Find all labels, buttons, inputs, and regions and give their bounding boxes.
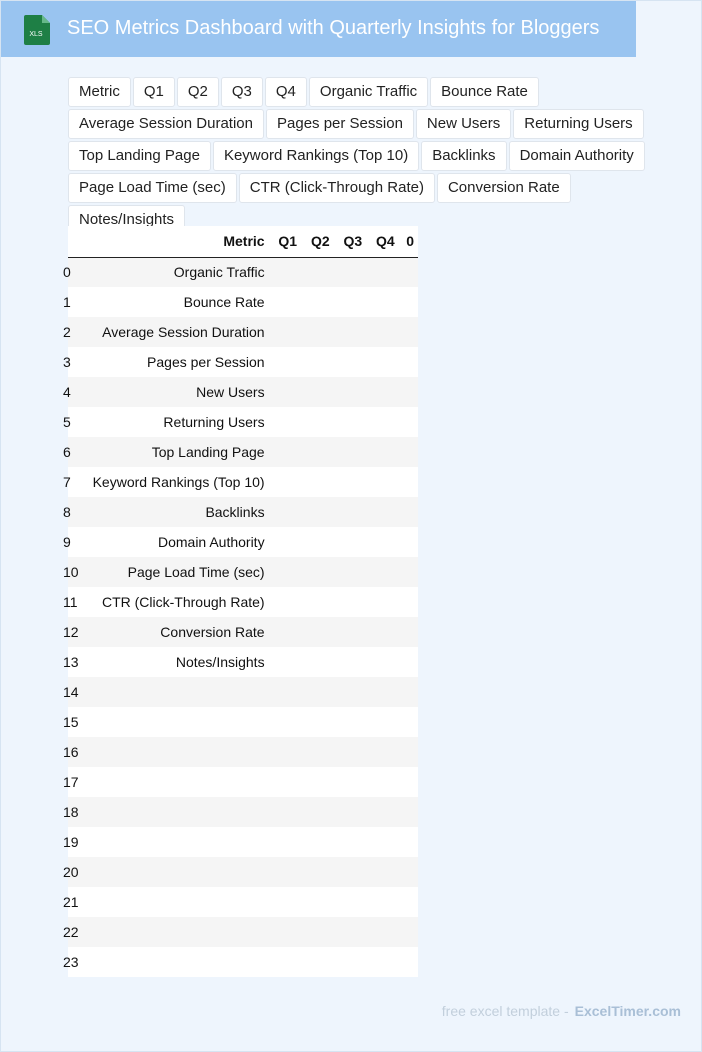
metric-cell: Conversion Rate: [160, 624, 265, 640]
row-index: [63, 557, 79, 587]
value-cell: [269, 557, 302, 587]
value-cell: [269, 767, 302, 797]
table-row: [68, 347, 418, 377]
value-cell: [366, 767, 399, 797]
value-cell: [269, 827, 302, 857]
row-index: [63, 737, 79, 767]
value-cell: [269, 857, 302, 887]
metric-cell: CTR (Click-Through Rate): [101, 594, 265, 610]
value-cell: [399, 317, 418, 347]
column-chip-list: [68, 77, 688, 235]
value-cell: [366, 587, 399, 617]
value-cell: [366, 437, 399, 467]
page-title: SEO Metrics Dashboard with Quarterly Insights for Bloggers: [67, 17, 600, 39]
value-cell: [301, 707, 334, 737]
metric-cell: Returning Users: [163, 414, 265, 430]
table-row: [68, 467, 418, 497]
value-cell: [399, 887, 418, 917]
value-cell: [334, 437, 367, 467]
value-cell: [301, 467, 334, 497]
row-index: [63, 377, 79, 407]
value-cell: [399, 437, 418, 467]
value-cell: [301, 257, 334, 287]
value-cell: [301, 617, 334, 647]
row-index: [63, 587, 79, 617]
value-cell: [399, 407, 418, 437]
row-index: [63, 677, 79, 707]
table-row: [68, 647, 418, 677]
column-header: Q4: [366, 226, 399, 257]
value-cell: [334, 707, 367, 737]
column-chip[interactable]: Conversion Rate: [437, 173, 571, 203]
value-cell: [334, 377, 367, 407]
row-index: [63, 527, 79, 557]
value-cell: [366, 347, 399, 377]
row-index: [63, 827, 79, 857]
value-cell: [301, 377, 334, 407]
value-cell: [366, 917, 399, 947]
table-row: [68, 737, 418, 767]
value-cell: [301, 587, 334, 617]
value-cell: [366, 557, 399, 587]
value-cell: [301, 317, 334, 347]
metric-cell: [79, 797, 269, 827]
value-cell: [366, 287, 399, 317]
footer-credit: [442, 1003, 681, 1019]
value-cell: [334, 557, 367, 587]
column-chip[interactable]: Q1: [133, 77, 175, 107]
table-row: [68, 437, 418, 467]
table-row: [68, 407, 418, 437]
value-cell: [269, 407, 302, 437]
row-index-label: 18: [63, 804, 79, 820]
value-cell: [366, 377, 399, 407]
row-index: [63, 767, 79, 797]
value-cell: [366, 467, 399, 497]
value-cell: [399, 737, 418, 767]
value-cell: [399, 497, 418, 527]
metric-cell: [79, 887, 269, 917]
row-index-label: 23: [63, 954, 79, 970]
column-header: Q1: [269, 226, 302, 257]
column-header: Q2: [301, 226, 334, 257]
metric-cell: Organic Traffic: [173, 264, 265, 281]
row-index: [63, 917, 79, 947]
value-cell: [301, 407, 334, 437]
table-row: [68, 497, 418, 527]
value-cell: [399, 857, 418, 887]
value-cell: [334, 407, 367, 437]
value-cell: [366, 827, 399, 857]
column-chip[interactable]: Top Landing Page: [68, 141, 211, 171]
value-cell: [269, 587, 302, 617]
row-index-label: 3: [63, 354, 71, 370]
table-row: [68, 827, 418, 857]
footer-text: free excel template -: [441, 1003, 569, 1019]
value-cell: [366, 857, 399, 887]
metric-cell: [79, 827, 269, 857]
value-cell: [269, 887, 302, 917]
column-chip[interactable]: Q4: [265, 77, 307, 107]
value-cell: [334, 827, 367, 857]
value-cell: [366, 257, 399, 287]
column-chip[interactable]: Domain Authority: [509, 141, 645, 171]
value-cell: [301, 647, 334, 677]
value-cell: [366, 407, 399, 437]
row-index: [63, 257, 79, 287]
value-cell: [301, 857, 334, 887]
metric-cell: [79, 947, 269, 977]
row-index: [63, 647, 79, 677]
value-cell: [399, 527, 418, 557]
row-index: [63, 497, 79, 527]
column-chip[interactable]: Keyword Rankings (Top 10): [213, 141, 419, 171]
value-cell: [399, 287, 418, 317]
value-cell: [334, 737, 367, 767]
value-cell: [334, 257, 367, 287]
metric-cell: [79, 707, 269, 737]
metric-cell: [79, 737, 269, 767]
footer-brand-link[interactable]: ExcelTimer.com: [574, 1003, 681, 1019]
row-index-label: 17: [63, 774, 79, 790]
value-cell: [366, 677, 399, 707]
column-chip[interactable]: Page Load Time (sec): [68, 173, 237, 203]
value-cell: [399, 377, 418, 407]
excel-file-icon: [23, 14, 51, 46]
row-index: [63, 407, 79, 437]
column-chip[interactable]: Average Session Duration: [68, 109, 264, 139]
metric-cell: [79, 677, 269, 707]
value-cell: [269, 617, 302, 647]
value-cell: [269, 317, 302, 347]
value-cell: [334, 767, 367, 797]
row-index-label: 1: [63, 294, 71, 310]
value-cell: [366, 527, 399, 557]
value-cell: [269, 677, 302, 707]
value-cell: [399, 827, 418, 857]
table-row: [68, 917, 418, 947]
row-index-label: 6: [63, 444, 71, 460]
row-index-label: 21: [63, 894, 79, 910]
row-index-label: 7: [63, 474, 71, 490]
row-index-label: 4: [63, 384, 71, 400]
table-row: [68, 377, 418, 407]
value-cell: [269, 947, 302, 977]
row-index-label: 13: [63, 654, 79, 670]
row-index: [63, 467, 79, 497]
value-cell: [366, 737, 399, 767]
metric-cell: [79, 917, 269, 947]
value-cell: [399, 587, 418, 617]
column-chip[interactable]: Metric: [68, 77, 131, 107]
value-cell: [334, 677, 367, 707]
row-index-label: 14: [63, 684, 79, 700]
column-chip[interactable]: Q2: [177, 77, 219, 107]
value-cell: [334, 497, 367, 527]
column-header: Metric: [79, 226, 269, 257]
metric-cell: Domain Authority: [157, 534, 265, 550]
table-row: [68, 857, 418, 887]
row-index-label: 12: [63, 624, 79, 640]
value-cell: [269, 497, 302, 527]
svg-text:XLS: XLS: [29, 31, 43, 38]
table-row: [68, 287, 418, 317]
value-cell: [301, 917, 334, 947]
row-index: [63, 947, 79, 977]
value-cell: [269, 377, 302, 407]
table-row: [68, 947, 418, 977]
value-cell: [334, 527, 367, 557]
value-cell: [399, 947, 418, 977]
value-cell: [334, 317, 367, 347]
table-row: [68, 767, 418, 797]
value-cell: [399, 767, 418, 797]
table-row: [68, 677, 418, 707]
value-cell: [301, 437, 334, 467]
value-cell: [269, 737, 302, 767]
metric-cell: Average Session Duration: [102, 324, 265, 340]
value-cell: [334, 287, 367, 317]
value-cell: [301, 767, 334, 797]
metric-cell: Pages per Session: [147, 354, 265, 370]
value-cell: [269, 467, 302, 497]
value-cell: [366, 647, 399, 677]
column-chip[interactable]: Returning Users: [513, 109, 643, 139]
row-index: [63, 347, 79, 377]
value-cell: [399, 347, 418, 377]
value-cell: [334, 947, 367, 977]
value-cell: [399, 917, 418, 947]
table-row: [68, 527, 418, 557]
value-cell: [269, 527, 302, 557]
column-chip[interactable]: Pages per Session: [266, 109, 414, 139]
metric-cell: [79, 767, 269, 797]
metric-cell: Notes/Insights: [175, 654, 265, 670]
value-cell: [269, 917, 302, 947]
row-index-label: 19: [63, 834, 79, 850]
metrics-table: [63, 226, 418, 977]
value-cell: [366, 617, 399, 647]
column-chip[interactable]: Notes/Insights: [68, 205, 185, 235]
row-index: [63, 857, 79, 887]
column-chip[interactable]: New Users: [416, 109, 511, 139]
value-cell: [269, 707, 302, 737]
value-cell: [269, 257, 302, 287]
table-row: [68, 617, 418, 647]
metric-cell: Top Landing Page: [151, 444, 265, 460]
value-cell: [301, 797, 334, 827]
value-cell: [301, 827, 334, 857]
value-cell: [301, 557, 334, 587]
value-cell: [399, 797, 418, 827]
row-index-label: 9: [63, 534, 71, 550]
table-row: [68, 557, 418, 587]
column-chip[interactable]: Backlinks: [421, 141, 506, 171]
row-index-label: 16: [63, 744, 79, 760]
value-cell: [269, 347, 302, 377]
row-index-label: 11: [63, 594, 78, 610]
value-cell: [334, 857, 367, 887]
value-cell: [334, 467, 367, 497]
table-row: [68, 887, 418, 917]
value-cell: [301, 737, 334, 767]
value-cell: [366, 317, 399, 347]
column-chip[interactable]: Bounce Rate: [430, 77, 539, 107]
metric-cell: New Users: [196, 384, 265, 400]
value-cell: [334, 617, 367, 647]
value-cell: [399, 557, 418, 587]
value-cell: [269, 437, 302, 467]
value-cell: [399, 647, 418, 677]
value-cell: [366, 947, 399, 977]
value-cell: [334, 647, 367, 677]
value-cell: [334, 917, 367, 947]
row-index-label: 5: [63, 414, 71, 430]
value-cell: [269, 797, 302, 827]
column-header: Q3: [334, 226, 367, 257]
table-row: [68, 707, 418, 737]
value-cell: [366, 497, 399, 527]
index-header: [68, 226, 79, 257]
value-cell: [301, 947, 334, 977]
table-row: [68, 797, 418, 827]
value-cell: [366, 707, 399, 737]
row-index: [63, 617, 79, 647]
value-cell: [334, 587, 367, 617]
value-cell: [301, 527, 334, 557]
table-row: [68, 317, 418, 347]
row-index: [63, 437, 79, 467]
value-cell: [301, 677, 334, 707]
value-cell: [399, 677, 418, 707]
value-cell: [334, 887, 367, 917]
header-bar: [1, 1, 636, 57]
value-cell: [399, 257, 418, 287]
column-chip[interactable]: Organic Traffic: [309, 77, 428, 107]
column-chip[interactable]: Q3: [221, 77, 263, 107]
value-cell: [301, 497, 334, 527]
value-cell: [399, 617, 418, 647]
column-chip[interactable]: CTR (Click-Through Rate): [239, 173, 435, 203]
value-cell: [399, 467, 418, 497]
row-index-label: 2: [63, 324, 71, 340]
row-index-label: 8: [63, 504, 71, 520]
row-index-label: 20: [63, 864, 79, 880]
table-row: [68, 257, 418, 287]
row-index-label: 15: [63, 714, 79, 730]
metric-cell: Page Load Time (sec): [127, 564, 265, 580]
value-cell: [366, 887, 399, 917]
row-index: [63, 287, 79, 317]
row-index: [63, 317, 79, 347]
value-cell: [399, 707, 418, 737]
row-index-label: 10: [63, 564, 79, 580]
table-header-row: [68, 226, 418, 257]
value-cell: [269, 647, 302, 677]
metric-cell: Keyword Rankings (Top 10): [92, 474, 265, 490]
value-cell: [366, 797, 399, 827]
row-index-label: 22: [63, 924, 79, 940]
value-cell: [269, 287, 302, 317]
column-header: 0: [399, 226, 418, 257]
row-index: [63, 797, 79, 827]
table-row: [68, 587, 418, 617]
row-index: [63, 887, 79, 917]
metric-cell: Bounce Rate: [183, 294, 265, 310]
metric-cell: [79, 857, 269, 887]
row-index: [63, 707, 79, 737]
value-cell: [334, 797, 367, 827]
metric-cell: Backlinks: [205, 504, 265, 520]
value-cell: [301, 287, 334, 317]
value-cell: [301, 347, 334, 377]
row-index-label: 0: [63, 264, 71, 281]
value-cell: [301, 887, 334, 917]
value-cell: [334, 347, 367, 377]
